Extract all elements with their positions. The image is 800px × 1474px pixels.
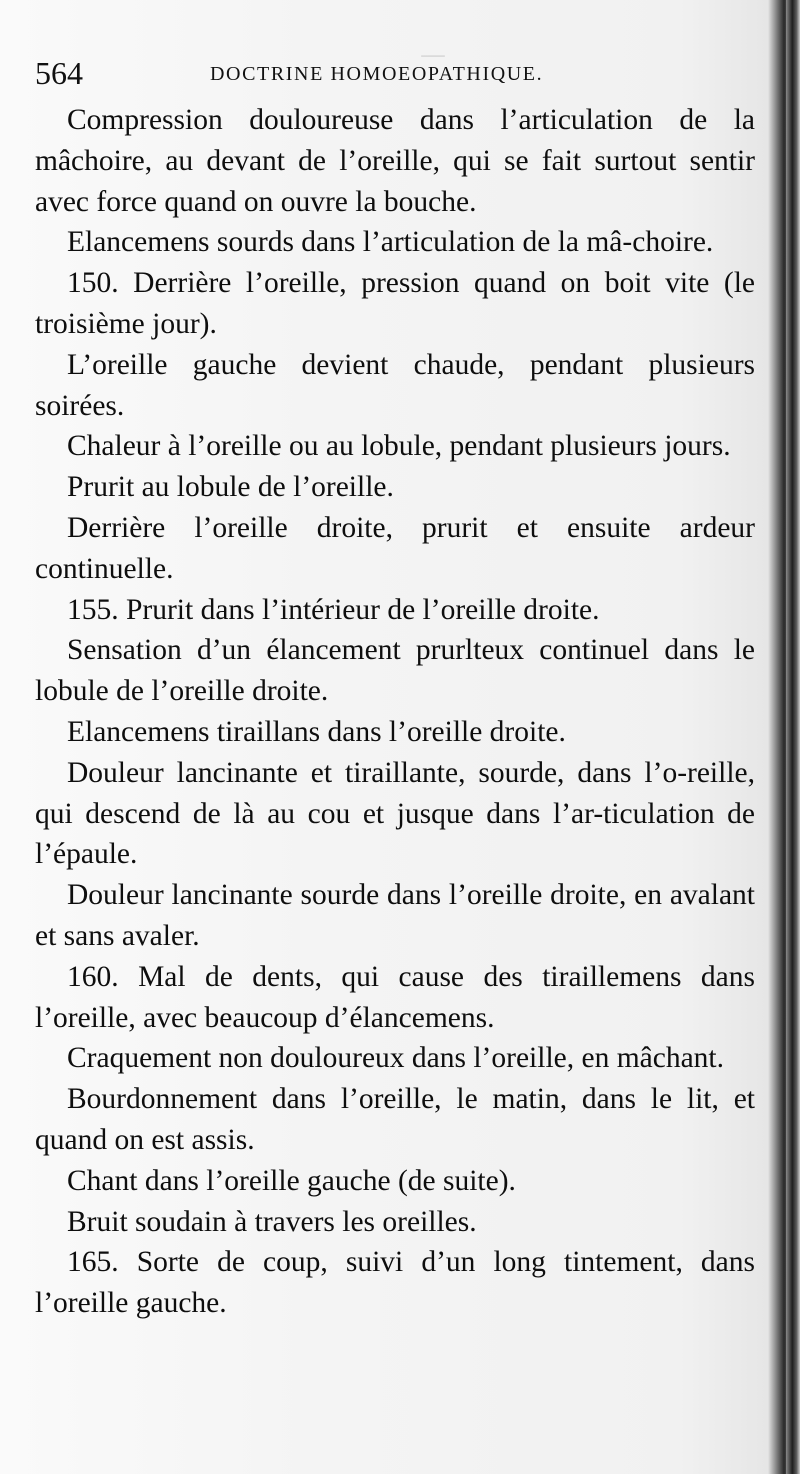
paragraph: Bruit soudain à travers les oreilles. <box>67 1205 477 1238</box>
page-header <box>35 55 755 95</box>
paragraph: Chaleur à l’oreille ou au lobule, pendant plusieurs jours. <box>67 430 731 463</box>
paragraph: L’oreille gauche devient chaude, pendant plusieurs soirées. <box>35 348 755 422</box>
paragraph: 160. Mal de dents, qui cause des tiraillemens dans l’oreille, avec beaucoup d’élancemens. <box>35 960 755 1034</box>
paragraph: Compression douloureuse dans l’articulation de la mâchoire, au devant de l’oreille, qui se fait surtout sentir avec force quand on ouvre la bouche. <box>35 104 755 218</box>
paragraph: Douleur lancinante et tiraillante, sourde, dans l’o-reille, qui descend de là au cou et jusque dans l’ar-ticulation de l’épaule. <box>35 756 755 871</box>
paragraph: Derrière l’oreille droite, prurit et ensuite ardeur continuelle. <box>35 511 755 585</box>
paragraph: Prurit au lobule de l’oreille. <box>67 471 394 504</box>
paragraph: Bourdonnement dans l’oreille, le matin, dans le lit, et quand on est assis. <box>35 1083 755 1156</box>
paragraph: Elancemens sourds dans l’articulation de la mâ-choire. <box>67 226 714 259</box>
paragraph: Douleur lancinante sourde dans l’oreille droite, en avalant et sans avaler. <box>35 879 755 952</box>
paragraph: 150. Derrière l’oreille, pression quand on boit vite (le troisième jour). <box>35 267 755 340</box>
paragraph: Craquement non douloureux dans l’oreille, en mâchant. <box>67 1042 724 1075</box>
page-edge-shadow <box>786 0 800 1474</box>
paragraph: Elancemens tiraillans dans l’oreille droite. <box>67 715 566 748</box>
paragraph: Sensation d’un élancement prurlteux continuel dans le lobule de l’oreille droite. <box>35 634 755 708</box>
paragraph: 165. Sorte de coup, suivi d’un long tintement, dans l’oreille gauche. <box>35 1246 755 1320</box>
running-head: DOCTRINE HOMOEOPATHIQUE. <box>210 63 544 85</box>
paragraph: Chant dans l’oreille gauche (de suite). <box>67 1164 516 1197</box>
body-text <box>35 100 755 1324</box>
paragraph: 155. Prurit dans l’intérieur de l’oreille droite. <box>67 593 600 626</box>
bleed-through-text: — <box>420 40 446 70</box>
page-number: 564 <box>35 55 83 91</box>
